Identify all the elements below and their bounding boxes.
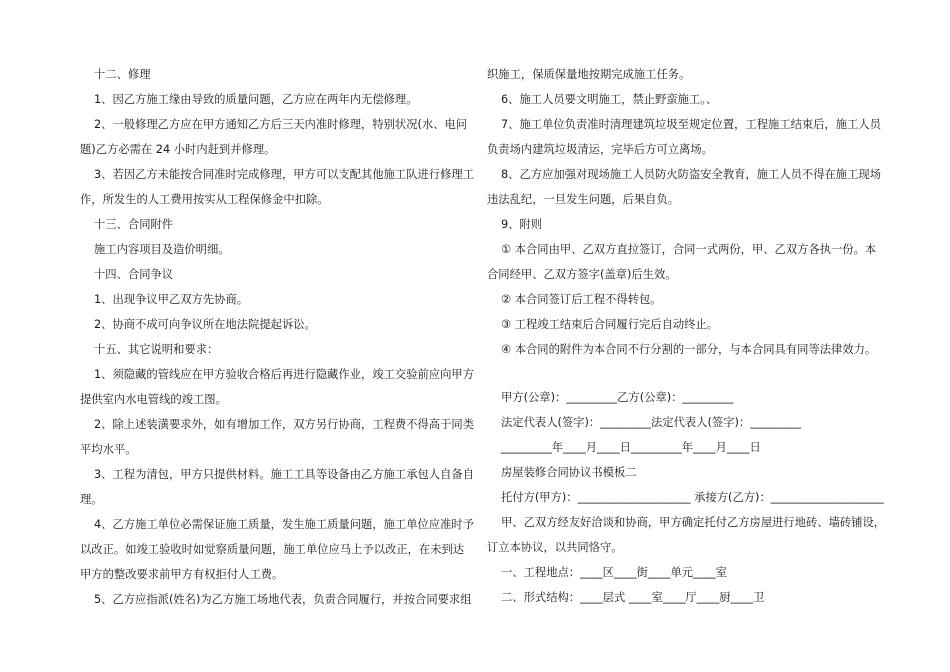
left-line: 施工内容项目及造价明细。	[94, 243, 230, 256]
right-line: 织施工，保质保量地按期完成施工任务。	[487, 68, 691, 81]
right-line: 二、形式结构：____层式 ____室____厅____厨____卫	[501, 591, 765, 604]
right-line: ① 本合同由甲、乙双方直拉签订，合同一式两份，甲、乙双方各执一份。本	[501, 243, 877, 256]
left-line: 1、出现争议甲乙双方先协商。	[94, 293, 249, 306]
right-line: 负责场内建筑垃圾清运，完毕后方可立离场。	[487, 143, 713, 156]
right-line: ④ 本合同的附件为本合同不行分割的一部分，与本合同具有同等法律效力。	[501, 343, 877, 356]
left-line: 平均水平。	[80, 443, 137, 456]
right-line: 法定代表人(签字)：_________法定代表人(签字)：_________	[501, 416, 802, 429]
left-line: 甲方的整改要求前甲方有权拒付人工费。	[80, 568, 284, 581]
right-line: 订立本协议，以共同恪守。	[487, 541, 623, 554]
right-line: 甲方(公章)：_________乙方(公章)：_________	[501, 391, 734, 404]
left-line: 1、须隐藏的管线应在甲方验收合格后再进行隐藏作业，竣工交验前应向甲方	[94, 368, 474, 381]
right-line: 合同经甲、乙双方签字(盖章)后生效。	[487, 268, 677, 281]
right-line: 托付方(甲方)：____________________ 承接方(乙方)：____________________	[501, 491, 884, 504]
right-line: 房屋装修合同协议书模板二	[501, 466, 637, 479]
right-line: 违法乱纪，一旦发生问题，后果自负。	[487, 193, 680, 206]
left-line: 以改正。如竣工验收时如觉察质量问题，施工单位应马上予以改正，在未到达	[80, 543, 465, 556]
right-line: 6、施工人员要文明施工，禁止野蛮施工。、	[501, 93, 718, 106]
right-line: ③ 工程竣工结束后合同履行完后自动终止。	[501, 318, 719, 331]
left-line: 2、协商不成可向争议所在地法院提起诉讼。	[94, 318, 316, 331]
left-line: 3、若因乙方未能按合同准时完成修理，甲方可以支配其他施工队进行修理工	[94, 168, 474, 181]
left-line: 理。	[80, 493, 103, 506]
right-line: 一、工程地点：____区____街____单元____室	[501, 566, 727, 579]
right-line: ② 本合同签订后工程不得转包。	[501, 293, 662, 306]
left-line: 1、因乙方施工缘由导致的质量问题，乙方应在两年内无偿修理。	[94, 93, 418, 106]
left-line: 十五、其它说明和要求：	[94, 343, 219, 356]
right-line: 9、附则	[501, 218, 543, 231]
left-line: 4、乙方施工单位必需保证施工质量，发生施工质量问题，施工单位应准时予	[94, 518, 474, 531]
left-line: 十四、合同争议	[94, 268, 174, 281]
right-line: 8、乙方应加强对现场施工人员防火防盗安全教育，施工人员不得在施工现场	[501, 168, 881, 181]
left-line: 2、一般修理乙方应在甲方通知乙方后三天内准时修理，特别状况(水、电问	[94, 118, 468, 131]
right-line: 甲、乙双方经友好洽谈和协商，甲方确定托付乙方房屋进行地砖、墙砖铺设，	[501, 516, 886, 529]
left-line: 2、除上述装潢要求外，如有增加工作，双方另行协商，工程费不得高于同类	[94, 418, 474, 431]
left-line: 3、工程为清包，甲方只提供材料。施工工具等设备由乙方施工承包人自备自	[94, 468, 474, 481]
left-line: 题)乙方必需在 24 小时内赶到并修理。	[80, 143, 276, 156]
left-line: 十二、修理	[94, 68, 151, 81]
left-line: 5、乙方应指派(姓名)为乙方施工场地代表，负责合同履行，并按合同要求组	[94, 593, 472, 606]
right-line: 7、施工单位负责准时清理建筑垃圾至规定位置，工程施工结束后，施工人员	[501, 118, 881, 131]
right-line: _________年____月____日_________年____月____日	[501, 441, 761, 454]
left-line: 提供室内水电管线的竣工图。	[80, 393, 227, 406]
left-line: 十三、合同附件	[94, 218, 174, 231]
left-line: 作，所发生的人工费用按实从工程保修金中扣除。	[80, 193, 329, 206]
